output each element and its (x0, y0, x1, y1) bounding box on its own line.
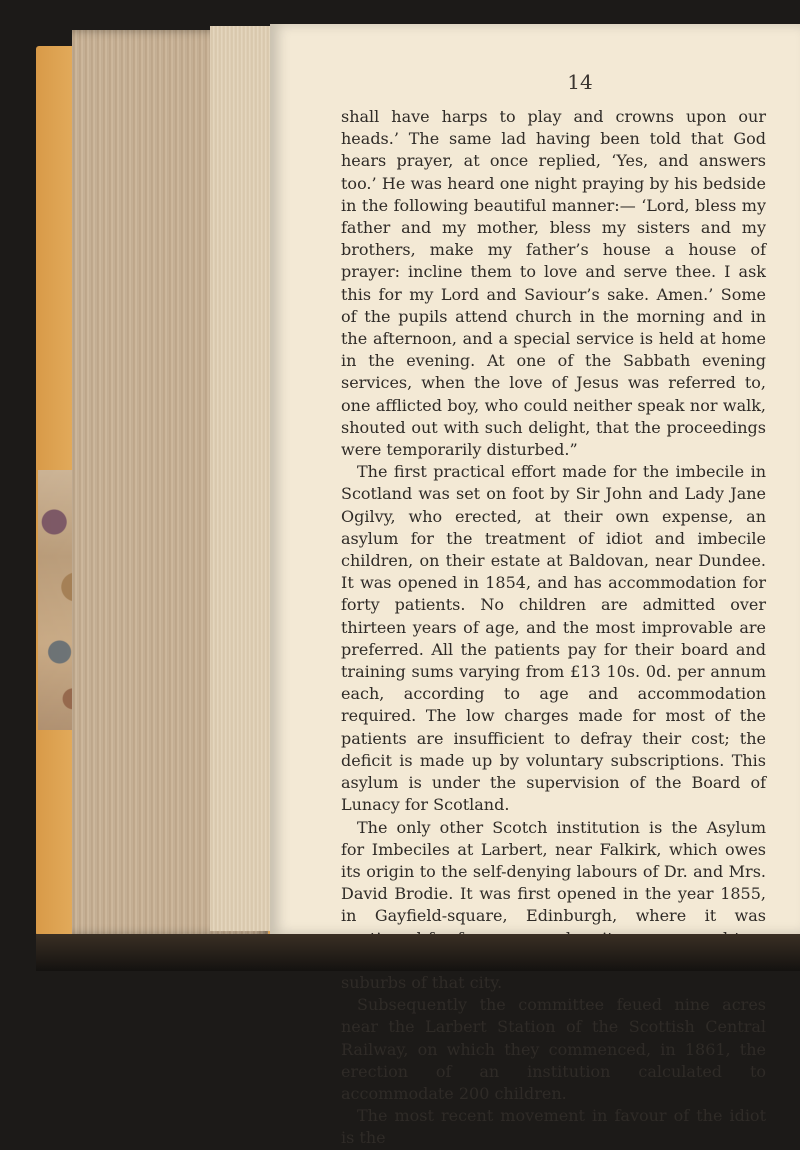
paragraph-4: Subsequently the committee feued nine acres near the Larbert Station of the Scottish Central Railway, on which they commenced, in 1861, the erection of an institution calculated to accommodate 200 children. (341, 995, 766, 1103)
paragraph-2: The first practical effort made for the imbecile in Scotland was set on foot by Sir John and Lady Jane Ogilvy, who erected, at their own expense, an asylum for the treatment of idiot and imbecile children, on their estate at Baldovan, near Dundee. It was opened in 1854, and has accommodation for forty patients. No children are admitted over thirteen years of age, and the most improvable are preferred. All the patients pay for their board and training sums varying from £13 10s. 0d. per annum each, according to age and accommodation required. The low charges made for most of the patients are insufficient to defray their cost; the deficit is made up by voluntary subscriptions. This asylum is under the supervision of the Board of Lunacy for Scotland. (341, 462, 766, 815)
page-edges-inner (210, 26, 272, 931)
paragraph-1: shall have harps to play and crowns upon our heads.’ The same lad having been told that God hears prayer, at once replied, ‘Yes, and answers too.’ He was heard one night praying by his bedside in the following beautiful manner:— ‘Lord, bless my father and my mother, bless my sisters and my brothers, make my father’s house a house of prayer: incline them to love and serve thee. I ask this for my Lord and Saviour’s sake. Amen.’ Some of the pupils attend church in the morning and in the afternoon, and a special service is held at home in the evening. At one of the Sabbath evening services, when the love of Jesus was referred to, one afflicted boy, who could neither speak nor walk, shouted out with such delight, that the proceedings were temporarily disturbed.” (341, 107, 766, 460)
page-number: 14 (567, 70, 593, 94)
paragraph-5: The most recent movement in favour of the idiot is the (341, 1106, 766, 1148)
paragraph-3: The only other Scotch institution is the Asylum for Imbeciles at Larbert, near Falkirk, which owes its origin to the self-denying labours of Dr. and Mrs. David Brodie. It was first opened in the year 1855, in Gayfield-square, Edinburgh, where it was suburbs of that city. (341, 817, 766, 992)
page-body (341, 106, 766, 1150)
table-shadow (36, 934, 800, 971)
